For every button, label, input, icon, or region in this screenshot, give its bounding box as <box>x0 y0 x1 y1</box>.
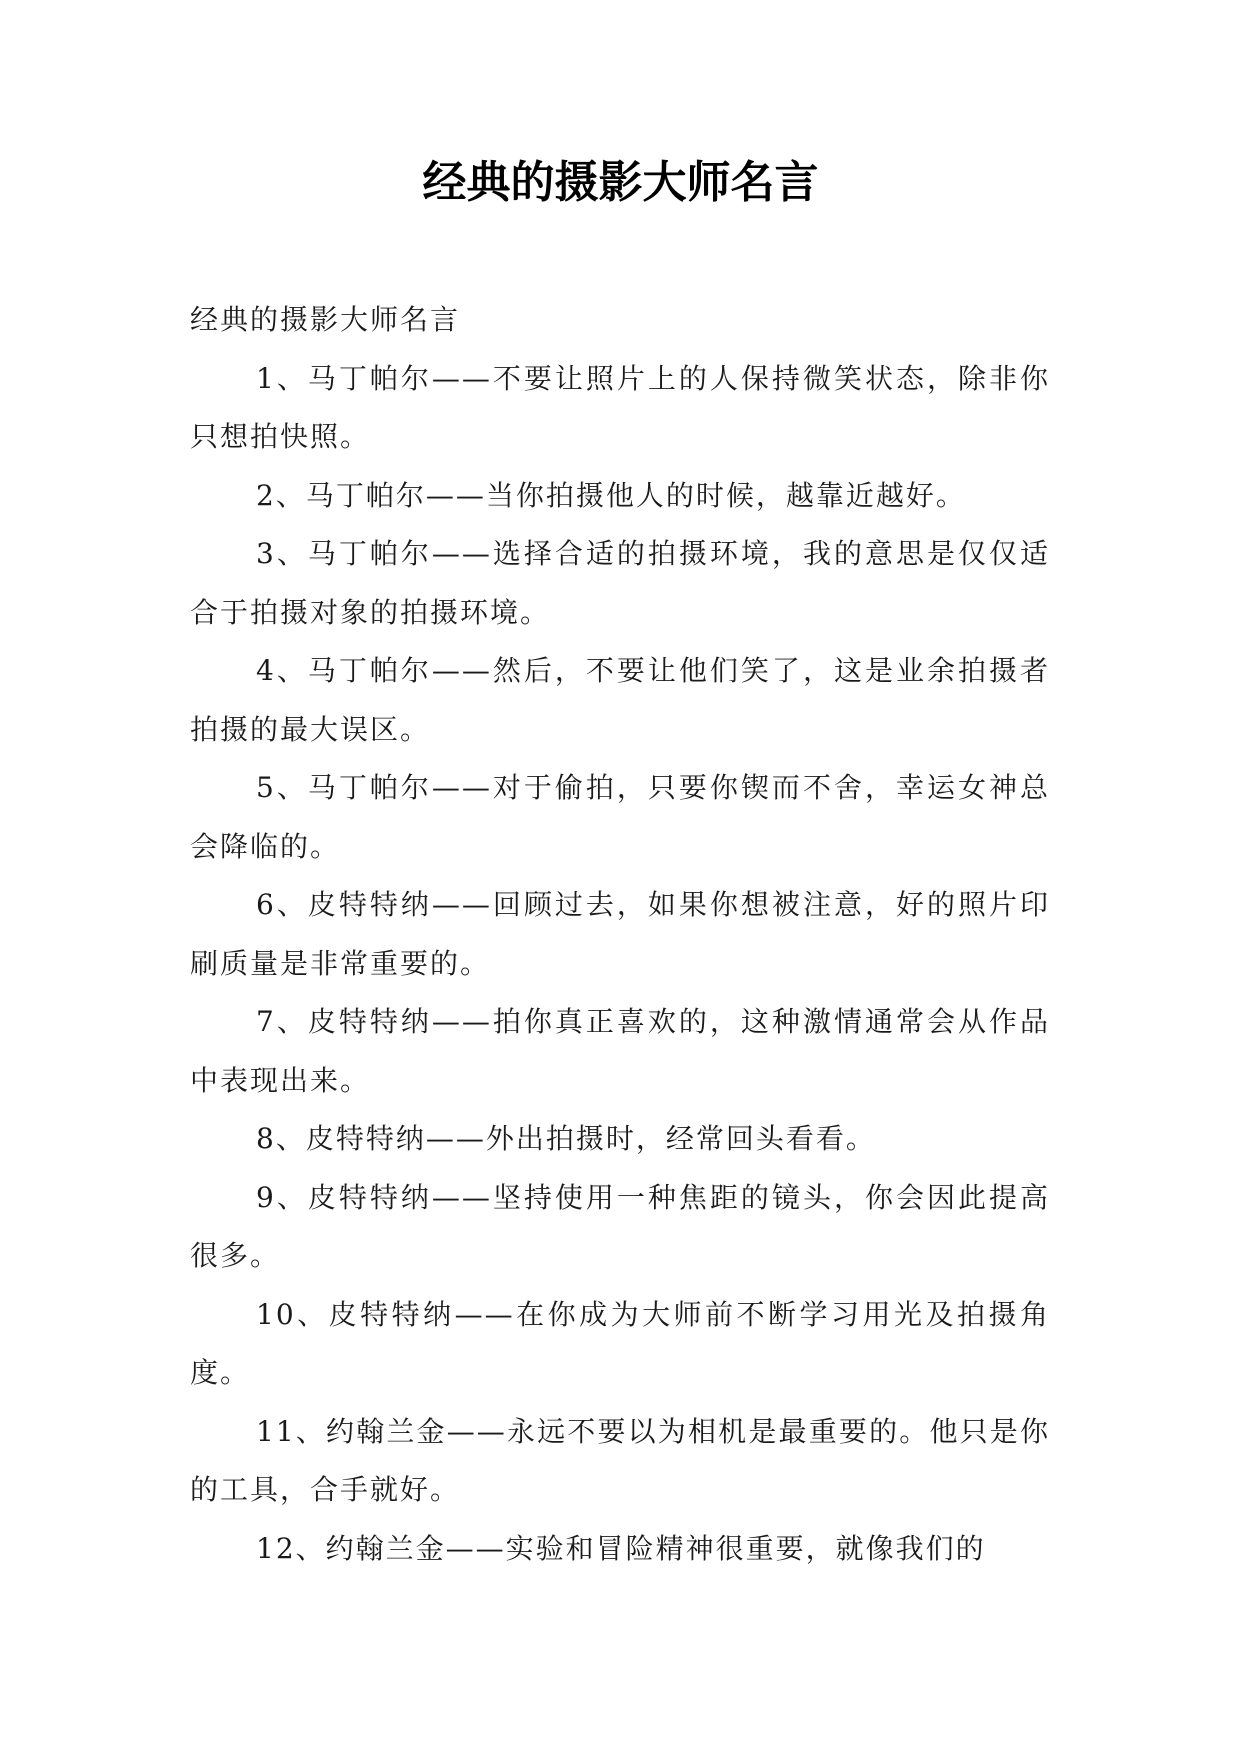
quote-item: 11、约翰兰金——永远不要以为相机是最重要的。他只是你的工具，合手就好。 <box>190 1414 1050 1506</box>
quote-item: 10、皮特特纳——在你成为大师前不断学习用光及拍摄角度。 <box>190 1297 1050 1389</box>
quote-item: 6、皮特特纳——回顾过去，如果你想被注意，好的照片印刷质量是非常重要的。 <box>190 888 1050 980</box>
document-title: 经典的摄影大师名言 <box>422 157 819 208</box>
quote-item: 2、马丁帕尔——当你拍摄他人的时候，越靠近越好。 <box>256 478 966 512</box>
document-body <box>190 291 1050 1578</box>
quote-item: 5、马丁帕尔——对于偷拍，只要你锲而不舍，幸运女神总会降临的。 <box>190 771 1050 863</box>
quote-item: 1、马丁帕尔——不要让照片上的人保持微笑状态，除非你只想拍快照。 <box>190 361 1050 453</box>
quote-item: 8、皮特特纳——外出拍摄时，经常回头看看。 <box>256 1122 876 1155</box>
quote-item: 12、约翰兰金——实验和冒险精神很重要，就像我们的 <box>256 1531 986 1565</box>
quote-item: 7、皮特特纳——拍你真正喜欢的，这种激情通常会从作品中表现出来。 <box>190 1005 1050 1097</box>
quote-item: 9、皮特特纳——坚持使用一种焦距的镜头，你会因此提高很多。 <box>190 1180 1050 1272</box>
quote-item: 4、马丁帕尔——然后，不要让他们笑了，这是业余拍摄者拍摄的最大误区。 <box>190 654 1050 746</box>
document-subtitle: 经典的摄影大师名言 <box>190 303 461 336</box>
quote-item: 3、马丁帕尔——选择合适的拍摄环境，我的意思是仅仅适合于拍摄对象的拍摄环境。 <box>190 537 1050 629</box>
